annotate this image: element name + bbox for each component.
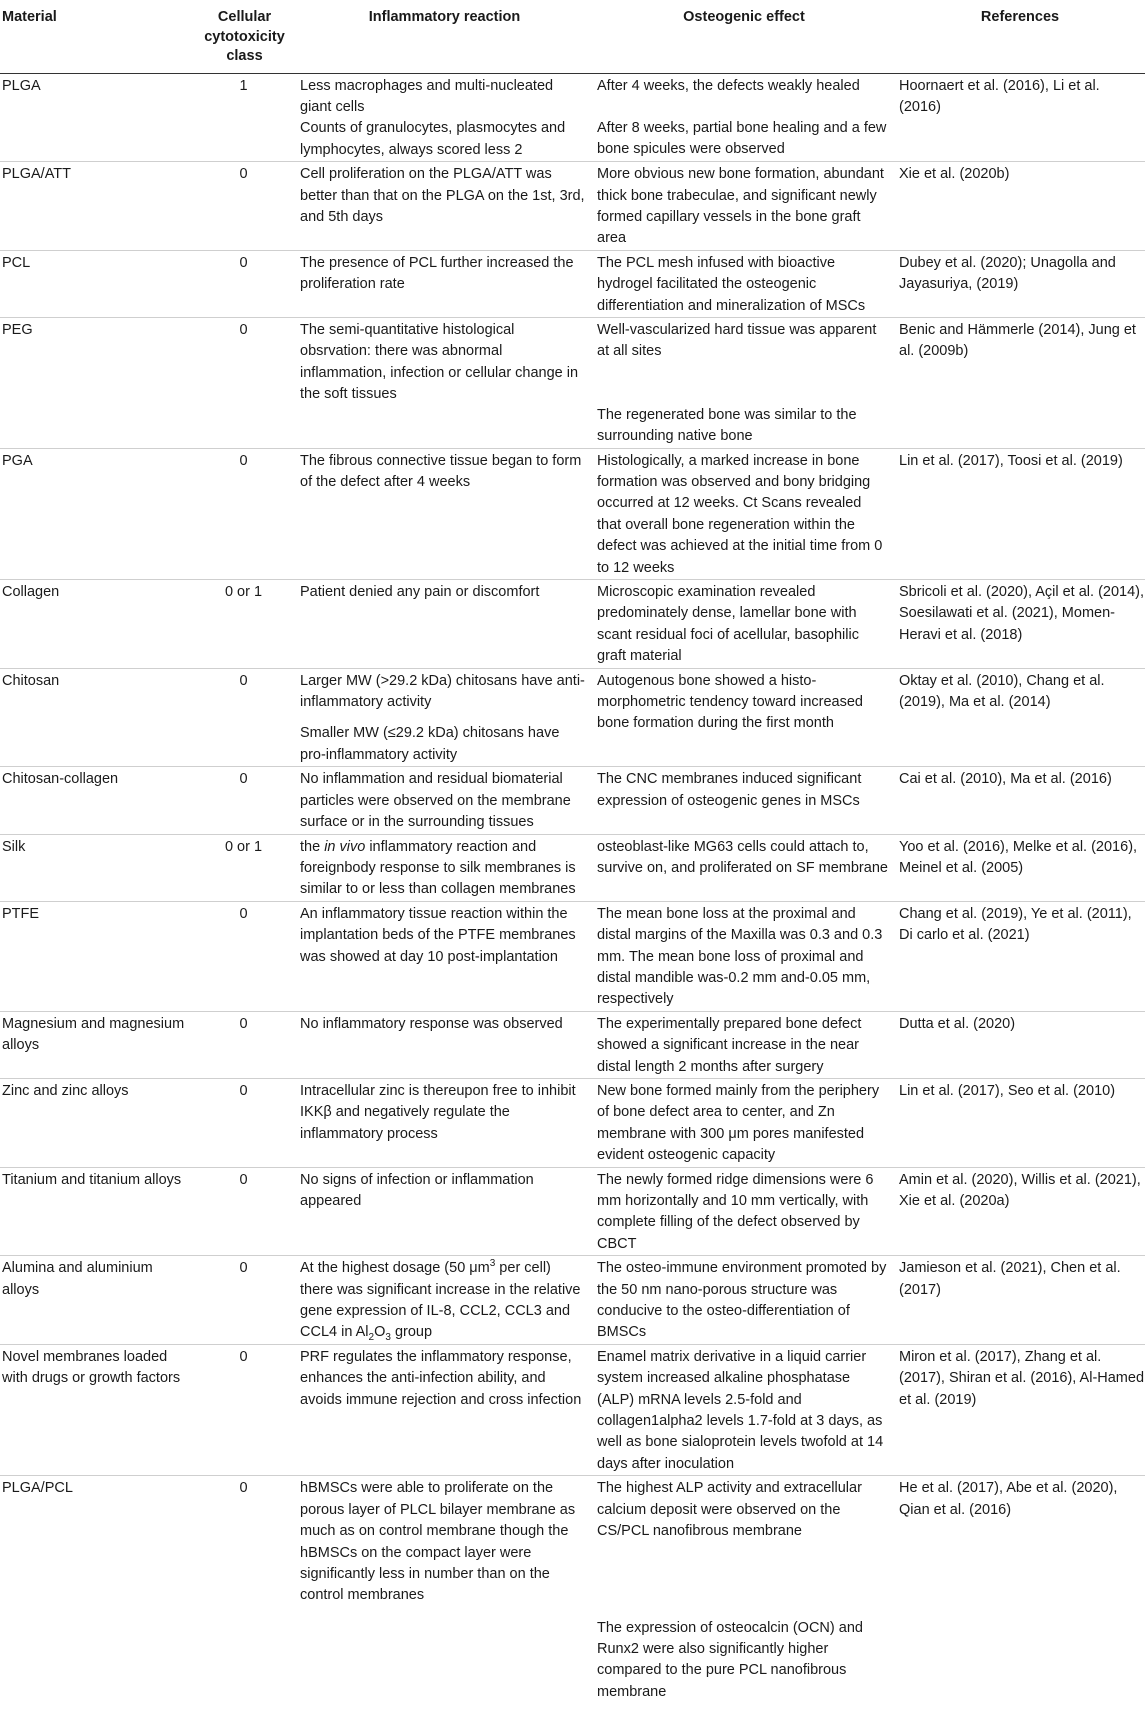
osteogenic-text: The highest ALP activity and extracellular calcium deposit were observed on the CS/PCL nanofibrous membrane [597, 1480, 862, 1540]
material-cell: Zinc and zinc alloys [0, 1078, 193, 1167]
table-row [0, 668, 1145, 767]
table-row [0, 162, 1145, 251]
inflammatory-text: O [374, 1324, 386, 1341]
osteogenic-cell [593, 1476, 895, 1703]
inflammatory-cell [296, 448, 593, 579]
osteogenic-text: The PCL mesh infused with bioactive hydrogel facilitated the osteogenic differentiation and mineralization of MSCs [597, 254, 866, 314]
inflammatory-text: per cell) there was significant increase in the relative gene expression of IL-8, CCL2, CCL3 and CCL4 in Al [300, 1260, 581, 1341]
material-cell: Titanium and titanium alloys [0, 1167, 193, 1256]
osteogenic-cell [593, 1011, 895, 1078]
references-cell: Dutta et al. (2020) [895, 1011, 1145, 1078]
osteogenic-cell [593, 580, 895, 669]
table-row [0, 448, 1145, 579]
material-cell: PEG [0, 317, 193, 448]
cytotoxicity-cell: 0 [193, 1344, 296, 1475]
cytotoxicity-cell: 1 [193, 73, 296, 162]
inflammatory-text: No inflammation and residual biomaterial particles were observed on the membrane surface or in the surrounding tissues [300, 771, 571, 831]
references-cell: Chang et al. (2019), Ye et al. (2011), Di carlo et al. (2021) [895, 901, 1145, 1011]
inflammatory-text: hBMSCs were able to proliferate on the porous layer of PLCL bilayer membrane as much as on control membrane though the hBMSCs on the compact layer were significantly less in number than on the control membranes [300, 1480, 576, 1604]
material-cell: Novel membranes loaded with drugs or growth factors [0, 1344, 193, 1475]
cytotoxicity-cell: 0 [193, 767, 296, 834]
table-row [0, 901, 1145, 1011]
header-osteogenic-effect: Osteogenic effect [593, 0, 895, 73]
osteogenic-text: Histologically, a marked increase in bone formation was observed and bony bridging occurred at 12 weeks. Ct Scans revealed that overall bone regeneration within the defect was achieved at the initial time from 0 to 12 weeks [597, 452, 883, 576]
inflammatory-text: inflammatory reaction and foreignbody response to silk membranes is similar to or less than collagen membranes [300, 838, 576, 898]
osteogenic-cell [593, 162, 895, 251]
osteogenic-text: After 4 weeks, the defects weakly healed [597, 77, 860, 94]
osteogenic-text: The newly formed ridge dimensions were 6 mm horizontally and 10 mm vertically, with complete filling of the defect observed by CBCT [597, 1171, 874, 1252]
header-material: Material [0, 0, 193, 73]
cytotoxicity-cell: 0 or 1 [193, 834, 296, 901]
inflammatory-cell [296, 767, 593, 834]
references-cell: Jamieson et al. (2021), Chen et al. (2017) [895, 1256, 1145, 1345]
table-row [0, 834, 1145, 901]
material-cell: Collagen [0, 580, 193, 669]
references-cell: Sbricoli et al. (2020), Açil et al. (2014), Soesilawati et al. (2021), Momen-Heravi et al. (2018) [895, 580, 1145, 669]
material-cell: Magnesium and magnesium alloys [0, 1011, 193, 1078]
inflammatory-text: PRF regulates the inflammatory response, enhances the anti-infection ability, and avoids immune rejection and cross infection [300, 1348, 582, 1408]
table-row [0, 580, 1145, 669]
osteogenic-cell [593, 250, 895, 317]
references-cell: Oktay et al. (2010), Chang et al. (2019), Ma et al. (2014) [895, 668, 1145, 767]
inflammatory-cell [296, 73, 593, 162]
osteogenic-text: New bone formed mainly from the periphery of bone defect area to center, and Zn membrane with 300 μm pores manifested evident osteogenic capacity [597, 1082, 880, 1164]
cytotoxicity-cell: 0 [193, 162, 296, 251]
references-cell: Yoo et al. (2016), Melke et al. (2016), Meinel et al. (2005) [895, 834, 1145, 901]
references-cell: Xie et al. (2020b) [895, 162, 1145, 251]
cytotoxicity-cell: 0 [193, 317, 296, 448]
header-inflammatory-reaction: Inflammatory reaction [296, 0, 593, 73]
osteogenic-cell [593, 668, 895, 767]
table-row [0, 1167, 1145, 1256]
cytotoxicity-cell: 0 or 1 [193, 580, 296, 669]
references-cell: Lin et al. (2017), Toosi et al. (2019) [895, 448, 1145, 579]
table-row [0, 767, 1145, 834]
osteogenic-text: The experimentally prepared bone defect showed a significant increase in the near distal length 2 months after surgery [597, 1015, 862, 1075]
inflammatory-cell [296, 1344, 593, 1475]
header-references: References [895, 0, 1145, 73]
osteogenic-cell [593, 1078, 895, 1167]
osteogenic-cell [593, 1344, 895, 1475]
osteogenic-cell [593, 901, 895, 1011]
osteogenic-text: Enamel matrix derivative in a liquid carrier system increased alkaline phosphatase (ALP) mRNA levels 2.5-fold and collagen1alpha2 levels 1.7-fold at 3 days, as well as bone sialoprotein levels twofold at 14 days after inoculation [597, 1348, 884, 1472]
osteogenic-text: After 8 weeks, partial bone healing and a few bone spicules were observed [597, 119, 887, 158]
table-row [0, 1344, 1145, 1475]
inflammatory-text: the [300, 838, 325, 855]
cytotoxicity-cell: 0 [193, 1256, 296, 1345]
inflammatory-cell [296, 162, 593, 251]
cytotoxicity-cell: 0 [239, 1480, 248, 1497]
osteogenic-text: osteoblast-like MG63 cells could attach to, survive on, and proliferated on SF membrane [597, 838, 888, 876]
superscript: 3 [489, 1258, 496, 1270]
osteogenic-cell [593, 73, 895, 162]
osteogenic-cell [593, 834, 895, 901]
inflammatory-text: Smaller MW (≤29.2 kDa) chitosans have pro-inflammatory activity [300, 725, 560, 763]
references-cell: He et al. (2017), Abe et al. (2020), Qian et al. (2016) [899, 1480, 1118, 1518]
material-cell: PGA [0, 448, 193, 579]
material-cell: PTFE [0, 901, 193, 1011]
cytotoxicity-cell: 0 [193, 1167, 296, 1256]
inflammatory-text: Patient denied any pain or discomfort [300, 584, 540, 601]
osteogenic-cell [593, 317, 895, 448]
table-row [0, 73, 1145, 162]
osteogenic-text: More obvious new bone formation, abundant thick bone trabeculae, and significant newly formed capillary vessels in the bone graft area [597, 166, 884, 247]
inflammatory-text: No inflammatory response was observed [300, 1015, 563, 1032]
inflammatory-cell [296, 250, 593, 317]
material-cell: Alumina and aluminium alloys [0, 1256, 193, 1345]
inflammatory-cell [296, 317, 593, 448]
material-cell: Chitosan-collagen [0, 767, 193, 834]
cytotoxicity-cell: 0 [193, 1011, 296, 1078]
material-cell: PLGA/PCL [2, 1480, 73, 1497]
osteogenic-cell [593, 1167, 895, 1256]
inflammatory-text: The presence of PCL further increased the proliferation rate [300, 254, 574, 293]
inflammatory-text: The semi-quantitative histological obsrvation: there was abnormal inflammation, infection or cellular change in the soft tissues [300, 321, 579, 403]
inflammatory-cell [296, 834, 593, 901]
subscript: 2 [368, 1332, 375, 1344]
osteogenic-text: Microscopic examination revealed predominately dense, lamellar bone with scant residual foci of acellular, basophilic graft material [597, 584, 859, 665]
cytotoxicity-cell: 0 [193, 448, 296, 579]
cytotoxicity-cell: 0 [193, 1078, 296, 1167]
table-row [0, 1476, 1145, 1703]
inflammatory-text: An inflammatory tissue reaction within the implantation beds of the PTFE membranes was showed at day 10 post-implantation [300, 905, 576, 965]
references-cell: Lin et al. (2017), Seo et al. (2010) [895, 1078, 1145, 1167]
osteogenic-text: The mean bone loss at the proximal and distal margins of the Maxilla was 0.3 and 0.3 mm. The mean bone loss of proximal and distal mandible was-0.2 mm and-0.05 mm, respectively [597, 905, 883, 1008]
cytotoxicity-cell: 0 [193, 668, 296, 767]
inflammatory-text: group [390, 1324, 433, 1341]
header-cytotoxicity-class: Cellular cytotoxicity class [193, 0, 296, 73]
inflammatory-text: Larger MW (>29.2 kDa) chitosans have anti-inflammatory activity [300, 672, 585, 711]
subscript: 3 [385, 1332, 391, 1344]
material-cell: PCL [0, 250, 193, 317]
header-row [0, 0, 1145, 73]
osteogenic-text: Well-vascularized hard tissue was apparent at all sites [597, 321, 877, 360]
inflammatory-cell [296, 1167, 593, 1256]
table-row [0, 250, 1145, 317]
osteogenic-text: The CNC membranes induced significant expression of osteogenic genes in MSCs [597, 771, 862, 809]
table-row [0, 1078, 1145, 1167]
table-row [0, 1256, 1145, 1345]
inflammatory-cell [296, 1256, 593, 1345]
material-cell: PLGA/ATT [0, 162, 193, 251]
inflammatory-text: Counts of granulocytes, plasmocytes and lymphocytes, always scored less 2 [300, 120, 566, 158]
inflammatory-cell [296, 668, 593, 767]
inflammatory-text: No signs of infection or inflammation appeared [300, 1171, 534, 1209]
cytotoxicity-cell: 0 [193, 250, 296, 317]
inflammatory-cell [296, 901, 593, 1011]
references-cell: Miron et al. (2017), Zhang et al. (2017), Shiran et al. (2016), Al-Hamed et al. (2019) [895, 1344, 1145, 1475]
italic-term: in vivo [324, 838, 366, 855]
osteogenic-cell [593, 1256, 895, 1345]
table-row [0, 317, 1145, 448]
inflammatory-text: At the highest dosage (50 μm [300, 1260, 490, 1277]
material-cell: Silk [0, 834, 193, 901]
inflammatory-cell [296, 1078, 593, 1167]
inflammatory-text: Less macrophages and multi-nucleated giant cells [300, 77, 554, 115]
references-cell: Benic and Hämmerle (2014), Jung et al. (2009b) [895, 317, 1145, 448]
references-cell: Cai et al. (2010), Ma et al. (2016) [895, 767, 1145, 834]
table-row [0, 1011, 1145, 1078]
osteogenic-text: The regenerated bone was similar to the surrounding native bone [597, 406, 857, 445]
osteogenic-text: Autogenous bone showed a histo-morphometric tendency toward increased bone formation during the first month [597, 672, 863, 732]
references-cell: Dubey et al. (2020); Unagolla and Jayasuriya, (2019) [895, 250, 1145, 317]
inflammatory-cell [296, 1476, 593, 1703]
inflammatory-text: The fibrous connective tissue began to form of the defect after 4 weeks [300, 452, 582, 490]
material-cell: Chitosan [0, 668, 193, 767]
cytotoxicity-cell: 0 [193, 901, 296, 1011]
osteogenic-text: The expression of osteocalcin (OCN) and Runx2 were also significantly higher compared to the pure PCL nanofibrous membrane [597, 1619, 863, 1700]
osteogenic-cell [593, 448, 895, 579]
references-cell: Hoornaert et al. (2016), Li et al. (2016) [895, 73, 1145, 162]
material-cell: PLGA [0, 73, 193, 162]
inflammatory-cell [296, 580, 593, 669]
inflammatory-text: Intracellular zinc is thereupon free to inhibit IKKβ and negatively regulate the inflammatory process [300, 1082, 576, 1142]
inflammatory-cell [296, 1011, 593, 1078]
inflammatory-text: Cell proliferation on the PLGA/ATT was better than that on the PLGA on the 1st, 3rd, and 5th days [300, 166, 585, 225]
references-cell: Amin et al. (2020), Willis et al. (2021), Xie et al. (2020a) [895, 1167, 1145, 1256]
osteogenic-cell [593, 767, 895, 834]
osteogenic-text: The osteo-immune environment promoted by the 50 nm nano-porous structure was conducive to the osteo-differentiation of BMSCs [597, 1260, 887, 1341]
